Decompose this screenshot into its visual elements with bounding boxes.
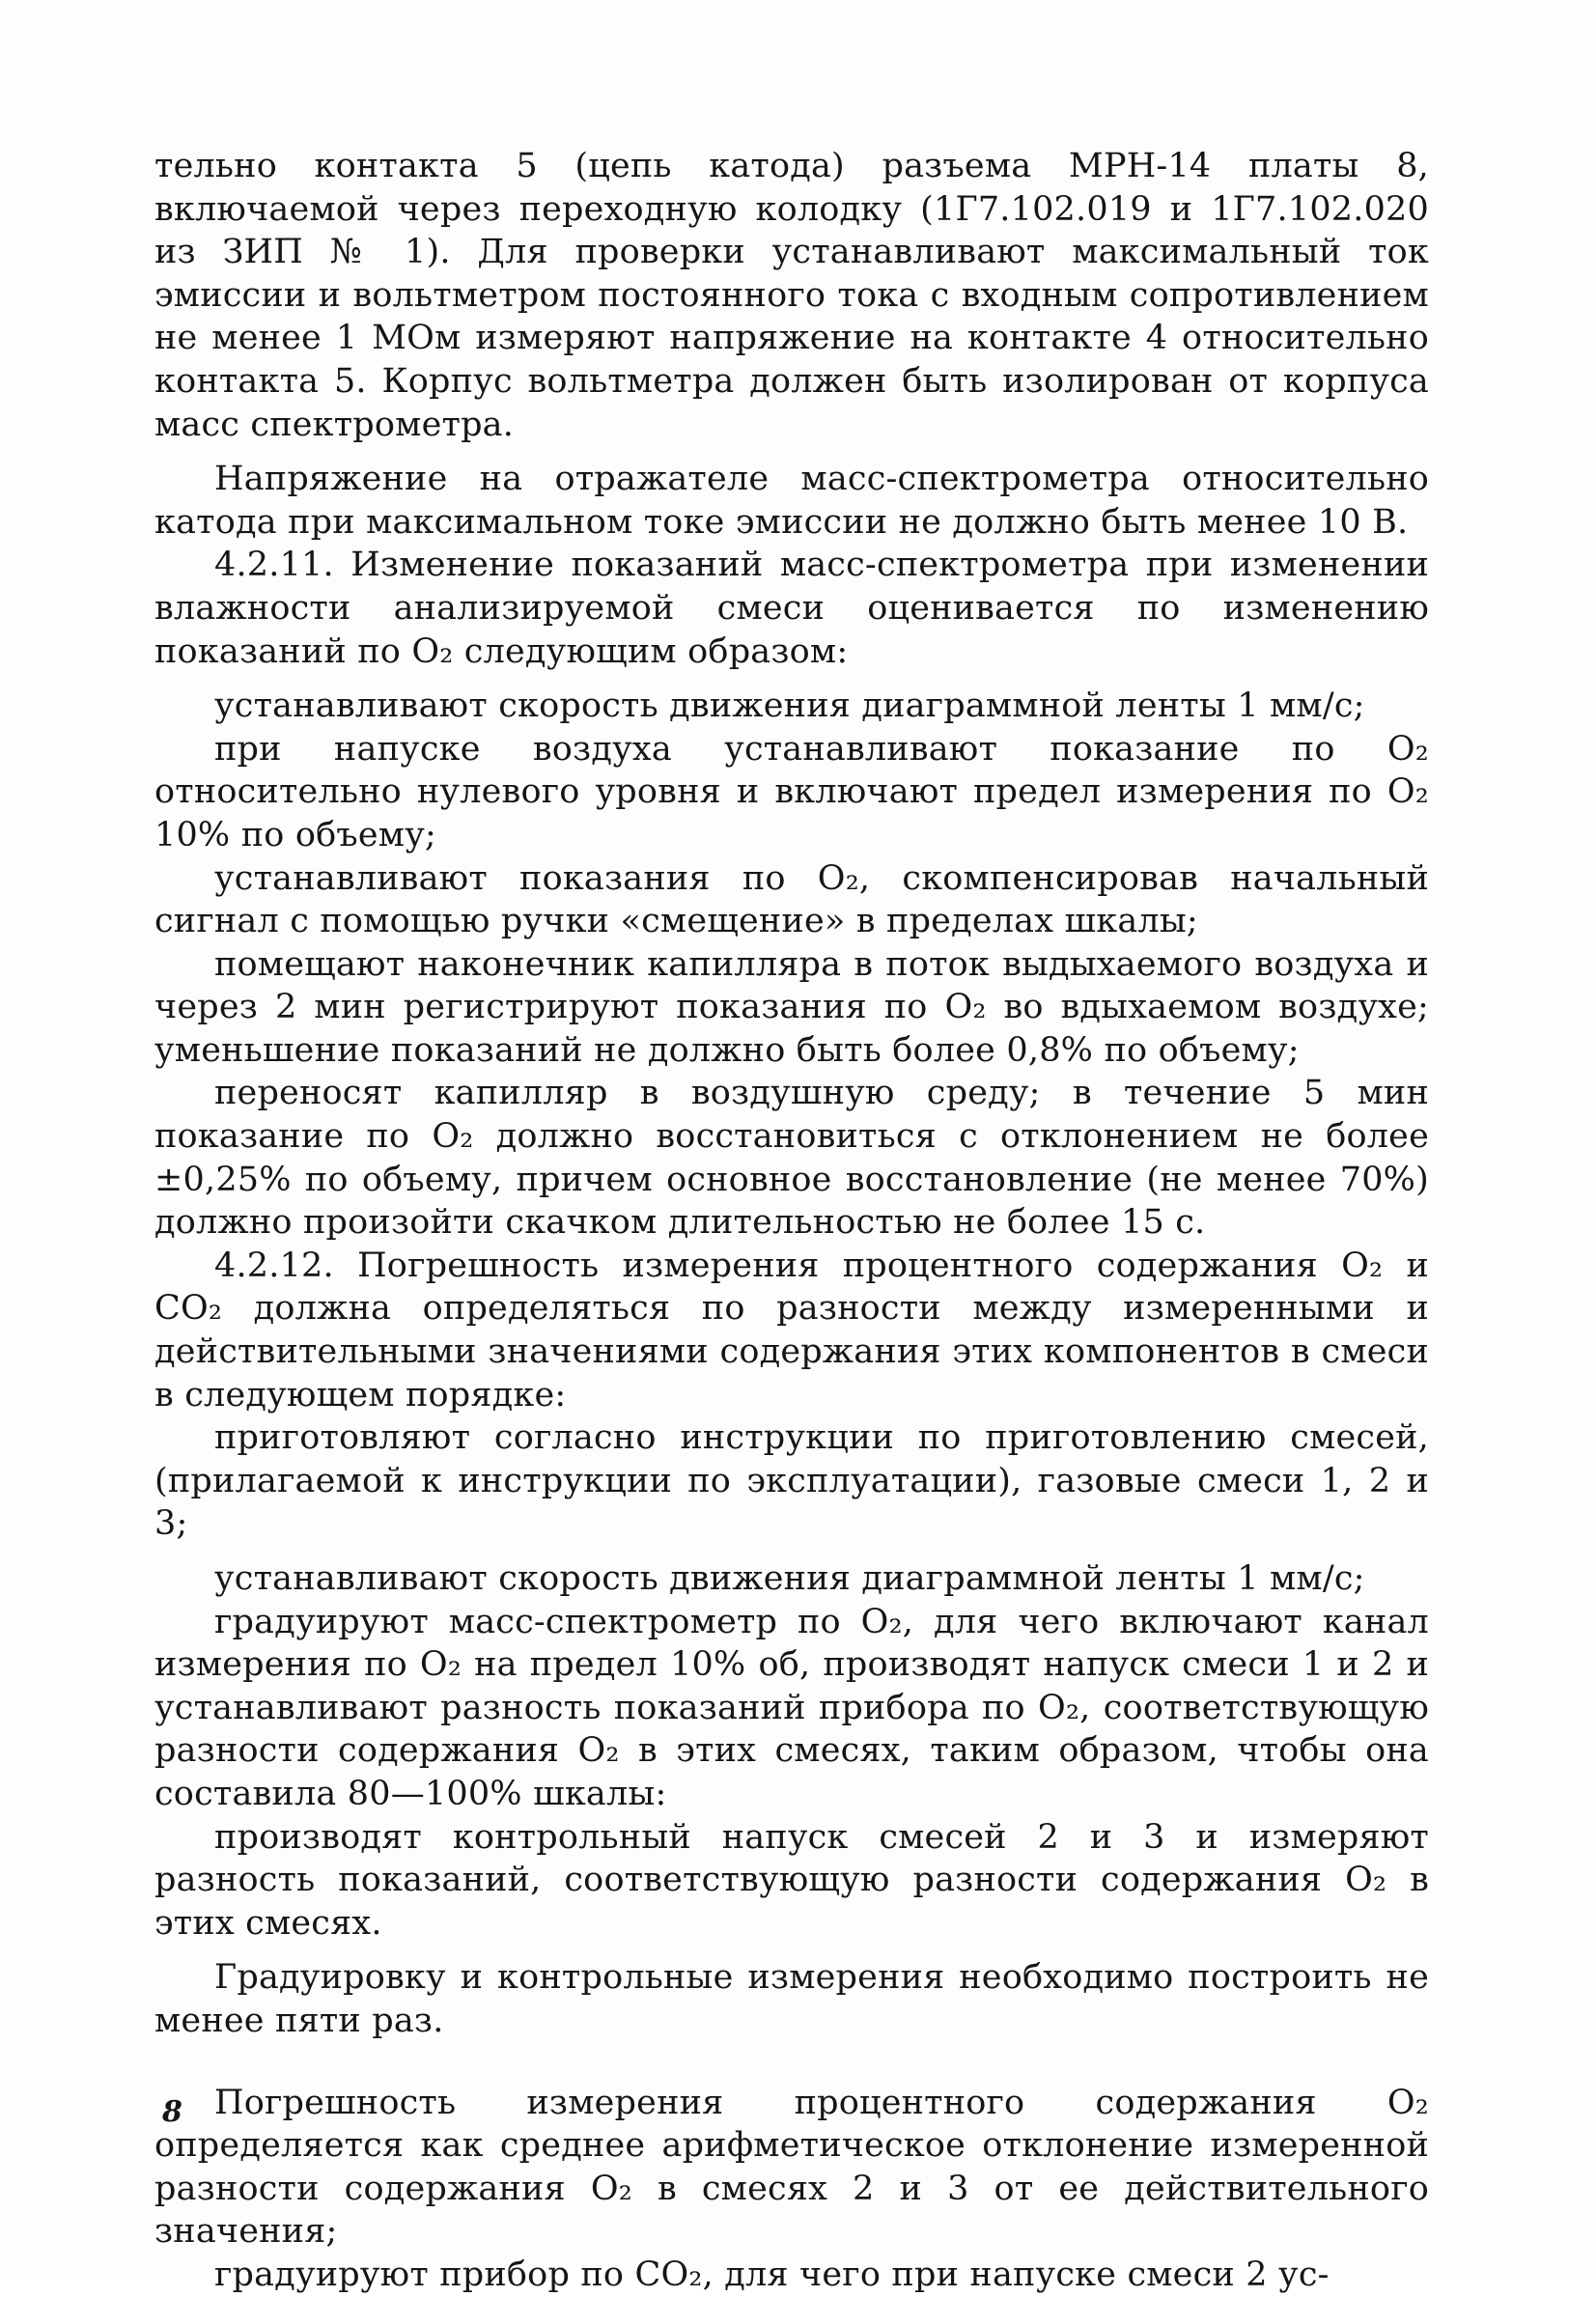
paragraph-continuation: тельно контакта 5 (цепь катода) разъема МРН-14 платы 8, включаемой через переходную колодку (1Г7.102.019 и 1Г7.102.020 из ЗИП № 1). Для проверки устанавливают максимальный ток эмиссии и вольтметром постоянного тока с входным сопротивлением не менее 1 МОм измеряют напряжение на контакте 4 относительно контакта 5. Корпус вольтметра должен быть изолирован от корпуса масс спектрометра.	[154, 147, 1429, 444]
paragraph-section-4-2-12: 4.2.12. Погрешность измерения процентного содержания O₂ и CO₂ должна определяться по разности между измеренными и действительными значениями содержания этих компонентов в смеси в следующем порядке:	[154, 1246, 1429, 1415]
step-tape-speed: устанавливают скорость движения диаграммной ленты 1 мм/с;	[214, 686, 1365, 726]
step-capillary-air: переносят капилляр в воздушную среду; в течение 5 мин показание по O₂ должно восстановиться с отклонением не более ±0,25% по объему, причем основное восстановление (не менее 70%) должно произойти скачком длительностью не более 15 с.	[154, 1074, 1429, 1243]
step-control-inlet: производят контрольный напуск смесей 2 и 3 и измеряют разность показаний, соответствующую разности содержания O₂ в этих смесях.	[154, 1817, 1429, 1943]
paragraph-repeat-five-times: Градуировку и контрольные измерения необходимо построить не менее пяти раз.	[154, 1958, 1429, 2040]
step-air-inlet: при напуске воздуха устанавливают показание по O₂ относительно нулевого уровня и включают предел измерения по O₂ 10% по объему;	[154, 729, 1429, 854]
paragraph-reflector-voltage: Напряжение на отражателе масс-спектрометра относительно катода при максимальном токе эмиссии не должно быть менее 10 В.	[154, 460, 1429, 542]
paragraph-section-4-2-11: 4.2.11. Изменение показаний масс-спектрометра при изменении влажности анализируемой смеси оценивается по изменению показаний по O₂ следующим образом:	[154, 546, 1429, 671]
step-capillary-exhaled: помещают наконечник капилляра в поток выдыхаемого воздуха и через 2 мин регистрируют показания по O₂ во вдыхаемом воздухе; уменьшение показаний не должно быть более 0,8% по объему;	[154, 944, 1429, 1070]
step-calibrate-co2: градуируют прибор по CO₂, для чего при напуске смеси 2 ус-	[214, 2255, 1330, 2294]
step-calibrate-o2: градуируют масс-спектрометр по O₂, для чего включают канал измерения по O₂ на предел 10% об, производят напуск смеси 1 и 2 и устанавливают разность показаний прибора по O₂, соответствующую разности содержания O₂ в этих смесях, таким образом, чтобы она составила 80—100% шкалы:	[154, 1602, 1429, 1813]
body-text	[154, 145, 1429, 2297]
page-number: 8	[162, 2095, 182, 2129]
paragraph-error-definition: Погрешность измерения процентного содержания O₂ определяется как среднее арифметическое отклонение измеренной разности содержания O₂ в смесях 2 и 3 от ее действительного значения;	[154, 2083, 1429, 2252]
step-tape-speed-2: устанавливают скорость движения диаграммной ленты 1 мм/с;	[214, 1559, 1365, 1598]
step-compensate-signal: устанавливают показания по O₂, скомпенсировав начальный сигнал с помощью ручки «смещение» в пределах шкалы;	[154, 858, 1429, 941]
step-prepare-mixtures: приготовляют согласно инструкции по приготовлению смесей, (прилагаемой к инструкции по эксплуатации), газовые смеси 1, 2 и 3;	[154, 1418, 1429, 1544]
